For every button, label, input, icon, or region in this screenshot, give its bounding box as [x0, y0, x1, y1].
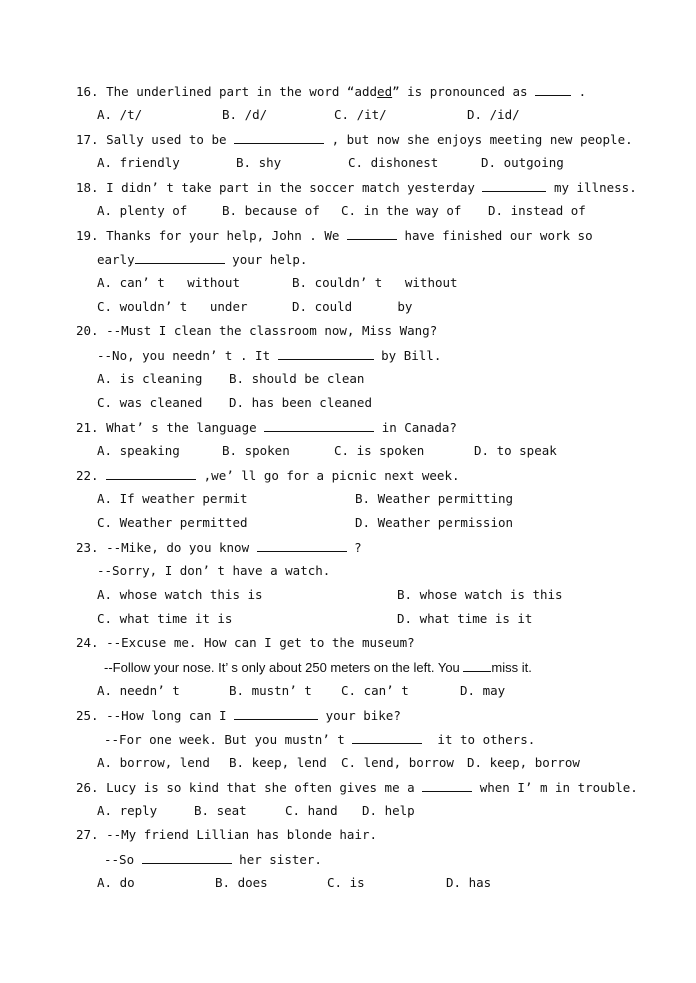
q21-stem [76, 419, 457, 436]
q19-stem [76, 227, 593, 244]
q18-option-b[interactable]: B. because of [222, 203, 320, 218]
q26-option-c[interactable]: C. hand [285, 803, 338, 818]
q20-text-c: by Bill. [381, 348, 442, 363]
q27-text-a: --My friend Lillian has blonde hair. [106, 827, 378, 842]
q16-option-a[interactable]: A. /t/ [97, 107, 143, 122]
q24-option-d[interactable]: D. may [460, 683, 506, 698]
q23-option-c[interactable]: C. what time it is [97, 611, 233, 626]
q19-blank-1[interactable] [347, 227, 397, 240]
q18-stem [76, 179, 637, 196]
q26-text-a: Lucy is so kind that she often gives me a [106, 780, 415, 795]
q27-stem-line2 [104, 851, 322, 868]
q25-option-d[interactable]: D. keep, borrow [467, 755, 580, 770]
q18-number: 18. [76, 180, 99, 195]
q17-option-c[interactable]: C. dishonest [348, 155, 439, 170]
q23-option-a[interactable]: A. whose watch this is [97, 587, 263, 602]
q21-option-a[interactable]: A. speaking [97, 443, 180, 458]
q22-blank[interactable] [106, 467, 196, 480]
q25-stem [76, 707, 401, 724]
q22-option-d[interactable]: D. Weather permission [355, 515, 514, 530]
q24-number: 24. [76, 635, 99, 650]
q17-number: 17. [76, 132, 99, 147]
q21-option-b[interactable]: B. spoken [222, 443, 290, 458]
q17-text-b: , but now she enjoys meeting new people. [331, 132, 633, 147]
q27-option-b[interactable]: B. does [215, 875, 268, 890]
q27-stem [76, 827, 377, 843]
q19-text-d: your help. [232, 252, 308, 267]
q25-text-d: it to others. [437, 732, 536, 747]
q24-option-c[interactable]: C. can’ t [341, 683, 409, 698]
q22-stem [76, 467, 460, 484]
q16-blank[interactable] [535, 83, 571, 96]
q18-option-a[interactable]: A. plenty of [97, 203, 188, 218]
q20-text-a: --Must I clean the classroom now, Miss Wang? [106, 323, 438, 338]
q27-text-c: her sister. [239, 852, 322, 867]
q22-text-b: ,we’ ll go for a picnic next week. [203, 468, 460, 483]
q17-option-a[interactable]: A. friendly [97, 155, 180, 170]
q20-stem-line2 [97, 347, 441, 364]
q25-blank-2[interactable] [352, 731, 422, 744]
q18-option-c[interactable]: C. in the way of [341, 203, 462, 218]
q27-text-b: --So [104, 852, 135, 867]
q25-option-c[interactable]: C. lend, borrow [341, 755, 454, 770]
q24-text-a: --Excuse me. How can I get to the museum? [106, 635, 415, 650]
q19-number: 19. [76, 228, 99, 243]
q25-option-a[interactable]: A. borrow, lend [97, 755, 210, 770]
q26-number: 26. [76, 780, 99, 795]
q23-blank[interactable] [257, 539, 347, 552]
q26-option-d[interactable]: D. help [362, 803, 415, 818]
q23-option-d[interactable]: D. what time is it [397, 611, 533, 626]
q22-option-c[interactable]: C. Weather permitted [97, 515, 248, 530]
q22-option-b[interactable]: B. Weather permitting [355, 491, 514, 506]
q19-option-a[interactable]: A. can’ t without [97, 275, 240, 290]
q16-word-underlined: ed [377, 84, 393, 99]
q23-option-b[interactable]: B. whose watch is this [397, 587, 563, 602]
q19-option-b[interactable]: B. couldn’ t without [292, 275, 458, 290]
q19-option-c[interactable]: C. wouldn’ t under [97, 299, 248, 314]
q26-option-b[interactable]: B. seat [194, 803, 247, 818]
q18-blank[interactable] [482, 179, 546, 192]
q27-number: 27. [76, 827, 99, 842]
q21-text-b: in Canada? [381, 420, 457, 435]
q25-text-b: your bike? [325, 708, 401, 723]
q21-number: 21. [76, 420, 99, 435]
q20-text-b: --No, you needn’ t . It [97, 348, 271, 363]
q16-word-pre: add [354, 84, 378, 99]
q19-text-a: Thanks for your help, John . We [106, 228, 340, 243]
q21-blank[interactable] [264, 419, 374, 432]
q25-text-c: --For one week. But you mustn’ t [104, 732, 345, 747]
q25-text-a: --How long can I [106, 708, 227, 723]
q21-option-d[interactable]: D. to speak [474, 443, 557, 458]
q22-number: 22. [76, 468, 99, 483]
q27-option-d[interactable]: D. has [446, 875, 492, 890]
q22-option-a[interactable]: A. If weather permit [97, 491, 248, 506]
q23-text-b: ? [354, 540, 362, 555]
q20-stem [76, 323, 437, 339]
q25-option-b[interactable]: B. keep, lend [229, 755, 327, 770]
q23-text-a: --Mike, do you know [106, 540, 250, 555]
q16-text-b: ” is pronounced as [392, 84, 528, 99]
q16-option-d[interactable]: D. /id/ [467, 107, 520, 122]
q20-option-d[interactable]: D. has been cleaned [229, 395, 372, 410]
q24-stem-line2 [104, 659, 532, 676]
q24-text-c: miss it. [491, 660, 532, 675]
q26-stem [76, 779, 638, 796]
q19-blank-2[interactable] [135, 251, 225, 264]
q25-number: 25. [76, 708, 99, 723]
q19-text-b: have finished our work so [404, 228, 593, 243]
q27-option-a[interactable]: A. do [97, 875, 135, 890]
q16-option-c[interactable]: C. /it/ [334, 107, 387, 122]
q24-blank[interactable] [463, 659, 491, 672]
q16-stem [76, 83, 586, 100]
q17-stem [76, 131, 633, 148]
q19-option-d[interactable]: D. could by [292, 299, 413, 314]
q24-option-a[interactable]: A. needn’ t [97, 683, 180, 698]
q23-stem [76, 539, 362, 556]
q24-stem [76, 635, 415, 651]
q17-option-b[interactable]: B. shy [236, 155, 282, 170]
q20-option-b[interactable]: B. should be clean [229, 371, 365, 386]
q21-text-a: What’ s the language [106, 420, 257, 435]
q20-option-c[interactable]: C. was cleaned [97, 395, 203, 410]
q16-option-b[interactable]: B. /d/ [222, 107, 268, 122]
q24-text-b: --Follow your nose. It’ s only about 250 meters on the left. You [104, 660, 460, 675]
q25-stem-line2 [104, 731, 535, 748]
q17-blank[interactable] [234, 131, 324, 144]
q20-blank[interactable] [278, 347, 374, 360]
q27-option-c[interactable]: C. is [327, 875, 365, 890]
q20-option-a[interactable]: A. is cleaning [97, 371, 203, 386]
q16-text-c: . [578, 84, 587, 99]
q26-option-a[interactable]: A. reply [97, 803, 158, 818]
q23-number: 23. [76, 540, 99, 555]
q18-text-b: my illness. [553, 180, 637, 195]
q25-blank-1[interactable] [234, 707, 318, 720]
q21-option-c[interactable]: C. is spoken [334, 443, 425, 458]
q26-blank[interactable] [422, 779, 472, 792]
q16-text-a: The underlined part in the word “ [106, 84, 355, 99]
q19-stem-line2 [97, 251, 307, 268]
q24-option-b[interactable]: B. mustn’ t [229, 683, 312, 698]
q26-text-b: when I’ m in trouble. [479, 780, 638, 795]
q16-number: 16. [76, 84, 99, 99]
q18-option-d[interactable]: D. instead of [488, 203, 586, 218]
q20-number: 20. [76, 323, 99, 338]
q27-blank[interactable] [142, 851, 232, 864]
q17-text-a: Sally used to be [106, 132, 227, 147]
q17-option-d[interactable]: D. outgoing [481, 155, 564, 170]
q18-text-a: I didn’ t take part in the soccer match yesterday [106, 180, 475, 195]
q19-text-c: early [97, 252, 135, 267]
q23-stem-line2: --Sorry, I don’ t have a watch. [97, 563, 331, 578]
